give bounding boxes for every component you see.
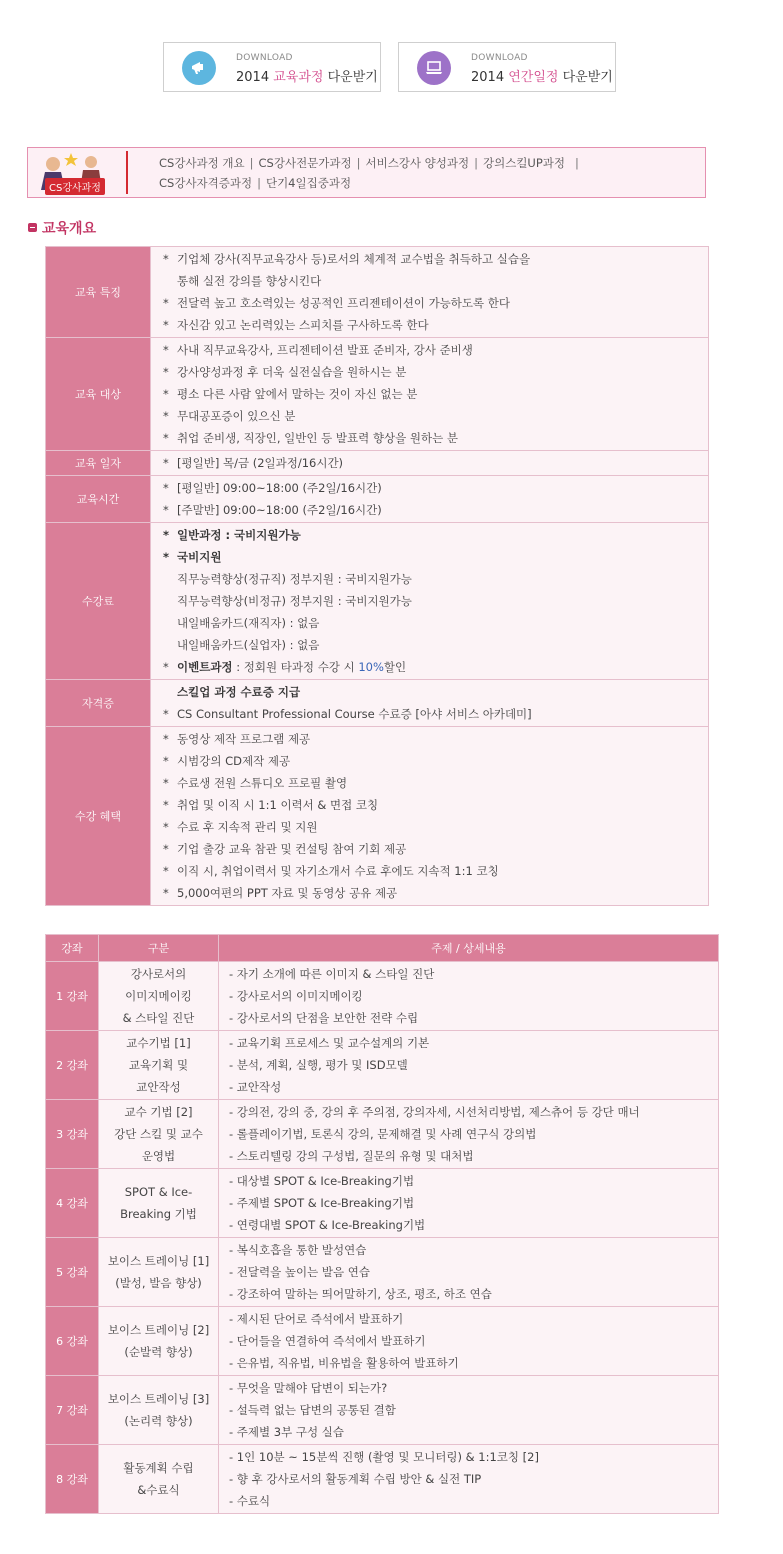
list-item: * 취업 준비생, 직장인, 일반인 등 발표력 향상을 원하는 분 xyxy=(163,431,458,445)
lecture-category: SPOT & Ice- Breaking 기법 xyxy=(99,1169,219,1238)
bullet-icon xyxy=(28,223,37,232)
nav-link-skill-up[interactable]: 강의스킬UP과정 xyxy=(483,156,566,170)
lecture-category: 교수 기법 [2] 강단 스킬 및 교수 운영법 xyxy=(99,1100,219,1169)
download-label: DOWNLOAD xyxy=(471,53,528,63)
lecture-number: 4 강좌 xyxy=(46,1169,99,1238)
nav-separator: | xyxy=(356,156,361,170)
nav-link-service-instructor[interactable]: 서비스강사 양성과정 xyxy=(365,156,470,170)
nav-divider xyxy=(126,151,128,194)
download-year: 2014 xyxy=(236,70,270,85)
row-header: 수강료 xyxy=(46,523,151,680)
nav-separator: | xyxy=(257,176,261,190)
download-suffix: 다운받기 xyxy=(327,70,378,85)
nav-separator: | xyxy=(474,156,478,170)
lecture-category: 활동계획 수립 &수료식 xyxy=(99,1445,219,1514)
table-header-row xyxy=(46,935,719,962)
lecture-category: 강사로서의 이미지메이킹 & 스타일 진단 xyxy=(99,962,219,1031)
row-header: 교육 특징 xyxy=(46,247,151,338)
table-row xyxy=(46,1100,719,1169)
download-suffix: 다운받기 xyxy=(562,70,613,85)
table-row xyxy=(46,1238,719,1307)
table-row xyxy=(46,727,709,906)
curriculum-download-button[interactable] xyxy=(163,42,381,92)
list-item: * 강사양성과정 후 더욱 실전실습을 원하시는 분 xyxy=(163,365,407,379)
lecture-details: - 복식호흡을 통한 발성연습 - 전달력을 높이는 발음 연습 - 강조하여 말하는 띄어말하기, 상조, 평조, 하조 연습 xyxy=(219,1238,719,1307)
course-nav xyxy=(27,147,706,198)
table-row xyxy=(46,962,719,1031)
list-item: * 기업 출강 교육 참관 및 컨설팅 참여 기회 제공 xyxy=(163,842,407,856)
list-item: * 사내 직무교육강사, 프리젠테이션 발표 준비자, 강사 준비생 xyxy=(163,343,473,357)
nav-link-intensive[interactable]: 단기4일집중과정 xyxy=(265,176,352,190)
table-row xyxy=(46,338,709,451)
nav-link-expert[interactable]: CS강사전문가과정 xyxy=(258,156,352,170)
list-item: * 자신감 있고 논리력있는 스피치를 구사하도록 한다 xyxy=(163,318,429,332)
column-header-category: 구분 xyxy=(99,935,219,962)
megaphone-icon xyxy=(182,51,216,85)
laptop-icon xyxy=(417,51,451,85)
list-item: * 무대공포증이 있으신 분 xyxy=(163,409,296,423)
list-item: 통해 실전 강의를 향상시킨다 xyxy=(177,274,322,288)
lecture-category: 보이스 트레이닝 [2] (순발력 향상) xyxy=(99,1307,219,1376)
list-item: * 이직 시, 취업이력서 및 자기소개서 수료 후에도 지속적 1:1 코칭 xyxy=(163,864,499,878)
table-row xyxy=(46,476,709,523)
list-item: * 이벤트과정 : 정회원 타과정 수강 시 10%할인 xyxy=(163,660,407,674)
download-label: DOWNLOAD xyxy=(236,53,293,63)
table-row xyxy=(46,1307,719,1376)
list-item: * 수료 후 지속적 관리 및 지원 xyxy=(163,820,318,834)
list-item: * 평소 다른 사람 앞에서 말하는 것이 자신 없는 분 xyxy=(163,387,418,401)
nav-link-certificate[interactable]: CS강사자격증과정 xyxy=(159,176,253,190)
table-row xyxy=(46,1376,719,1445)
row-header: 자격증 xyxy=(46,680,151,727)
list-item: 직무능력향상(정규직) 정부지원 : 국비지원가능 xyxy=(177,572,412,586)
list-item: * 수료생 전원 스튜디오 프로필 촬영 xyxy=(163,776,348,790)
section-title: 교육개요 xyxy=(28,218,96,238)
list-item: * [평일반] 목/금 (2일과정/16시간) xyxy=(163,456,344,470)
list-item: 직무능력향상(비정규) 정부지원 : 국비지원가능 xyxy=(177,594,412,608)
download-highlight: 교육과정 xyxy=(273,70,324,85)
overview-table xyxy=(45,246,709,906)
nav-link-overview[interactable]: CS강사과정 개요 xyxy=(159,156,245,170)
lecture-number: 8 강좌 xyxy=(46,1445,99,1514)
lecture-number: 6 강좌 xyxy=(46,1307,99,1376)
list-item: * 국비지원 xyxy=(163,550,222,564)
list-item: * [평일반] 09:00~18:00 (주2일/16시간) xyxy=(163,481,382,495)
table-row xyxy=(46,1169,719,1238)
lecture-details: - 자기 소개에 따른 이미지 & 스타일 진단 - 강사로서의 이미지메이킹 - 강사로서의 단점을 보안한 전략 수립 xyxy=(219,962,719,1031)
lecture-number: 3 강좌 xyxy=(46,1100,99,1169)
list-item: * 전달력 높고 호소력있는 성공적인 프리젠테이션이 가능하도록 한다 xyxy=(163,296,510,310)
table-row xyxy=(46,523,709,680)
curriculum-table xyxy=(45,934,719,1514)
table-row xyxy=(46,1445,719,1514)
list-item: * 5,000여편의 PPT 자료 및 동영상 공유 제공 xyxy=(163,886,398,900)
table-row xyxy=(46,680,709,727)
lecture-details: - 제시된 단어로 즉석에서 발표하기 - 단어들을 연결하여 즉석에서 발표하기 - 은유법, 직유법, 비유법을 활용하여 발표하기 xyxy=(219,1307,719,1376)
column-header-details: 주제 / 상세내용 xyxy=(219,935,719,962)
list-item: 내일배움카드(재직자) : 없음 xyxy=(177,616,320,630)
lecture-details: - 무엇을 말해야 답변이 되는가? - 설득력 없는 답변의 공통된 결함 - 주제별 3부 구성 실습 xyxy=(219,1376,719,1445)
course-badge: CS강사과정 xyxy=(45,178,105,195)
lecture-details: - 대상별 SPOT & Ice-Breaking기법 - 주제별 SPOT & Ice-Breaking기법 - 연령대별 SPOT & Ice-Breaking기법 xyxy=(219,1169,719,1238)
course-links xyxy=(159,153,584,193)
download-year: 2014 xyxy=(471,70,505,85)
list-item: 스킬업 과정 수료증 지급 xyxy=(177,685,301,699)
lecture-category: 교수기법 [1] 교육기획 및 교안작성 xyxy=(99,1031,219,1100)
list-item: * 시범강의 CD제작 제공 xyxy=(163,754,291,768)
lecture-category: 보이스 트레이닝 [1] (발성, 발음 향상) xyxy=(99,1238,219,1307)
download-highlight: 연간일정 xyxy=(508,70,559,85)
table-row xyxy=(46,1031,719,1100)
lecture-number: 7 강좌 xyxy=(46,1376,99,1445)
column-header-lecture: 강좌 xyxy=(46,935,99,962)
list-item: * 일반과정 : 국비지원가능 xyxy=(163,528,301,542)
lecture-category: 보이스 트레이닝 [3] (논리력 향상) xyxy=(99,1376,219,1445)
list-item: 내일배움카드(실업자) : 없음 xyxy=(177,638,320,652)
list-item: * 취업 및 이직 시 1:1 이력서 & 면접 코칭 xyxy=(163,798,379,812)
row-header: 교육 일자 xyxy=(46,451,151,476)
row-header: 교육시간 xyxy=(46,476,151,523)
row-header: 수강 혜택 xyxy=(46,727,151,906)
lecture-details: - 교육기획 프로세스 및 교수설계의 기본 - 분석, 계획, 실행, 평가 및 ISD모델 - 교안작성 xyxy=(219,1031,719,1100)
lecture-number: 2 강좌 xyxy=(46,1031,99,1100)
list-item: * 기업체 강사(직무교육강사 등)로서의 체계적 교수법을 취득하고 실습을 xyxy=(163,252,531,266)
table-row xyxy=(46,451,709,476)
table-row xyxy=(46,247,709,338)
list-item: * [주말반] 09:00~18:00 (주2일/16시간) xyxy=(163,503,382,517)
lecture-details: - 1인 10분 ~ 15분씩 진행 (촬영 및 모니터링) & 1:1코칭 [2] - 향 후 강사로서의 활동계획 수립 방안 & 실전 TIP - 수료식 xyxy=(219,1445,719,1514)
nav-separator: | xyxy=(575,156,579,170)
list-item: * 동영상 제작 프로그램 제공 xyxy=(163,732,311,746)
nav-separator: | xyxy=(249,156,254,170)
list-item: * CS Consultant Professional Course 수료증 [아샤 서비스 아카데미] xyxy=(163,707,532,721)
lecture-details: - 강의전, 강의 중, 강의 후 주의점, 강의자세, 시선처리방법, 제스츄어 등 강단 매너 - 롤플레이기법, 토론식 강의, 문제해결 및 사례 연구식 강의법 - 스토리텔링 강의 구성법, 질문의 유형 및 대처법 xyxy=(219,1100,719,1169)
lecture-number: 1 강좌 xyxy=(46,962,99,1031)
lecture-number: 5 강좌 xyxy=(46,1238,99,1307)
schedule-download-button[interactable] xyxy=(398,42,616,92)
row-header: 교육 대상 xyxy=(46,338,151,451)
